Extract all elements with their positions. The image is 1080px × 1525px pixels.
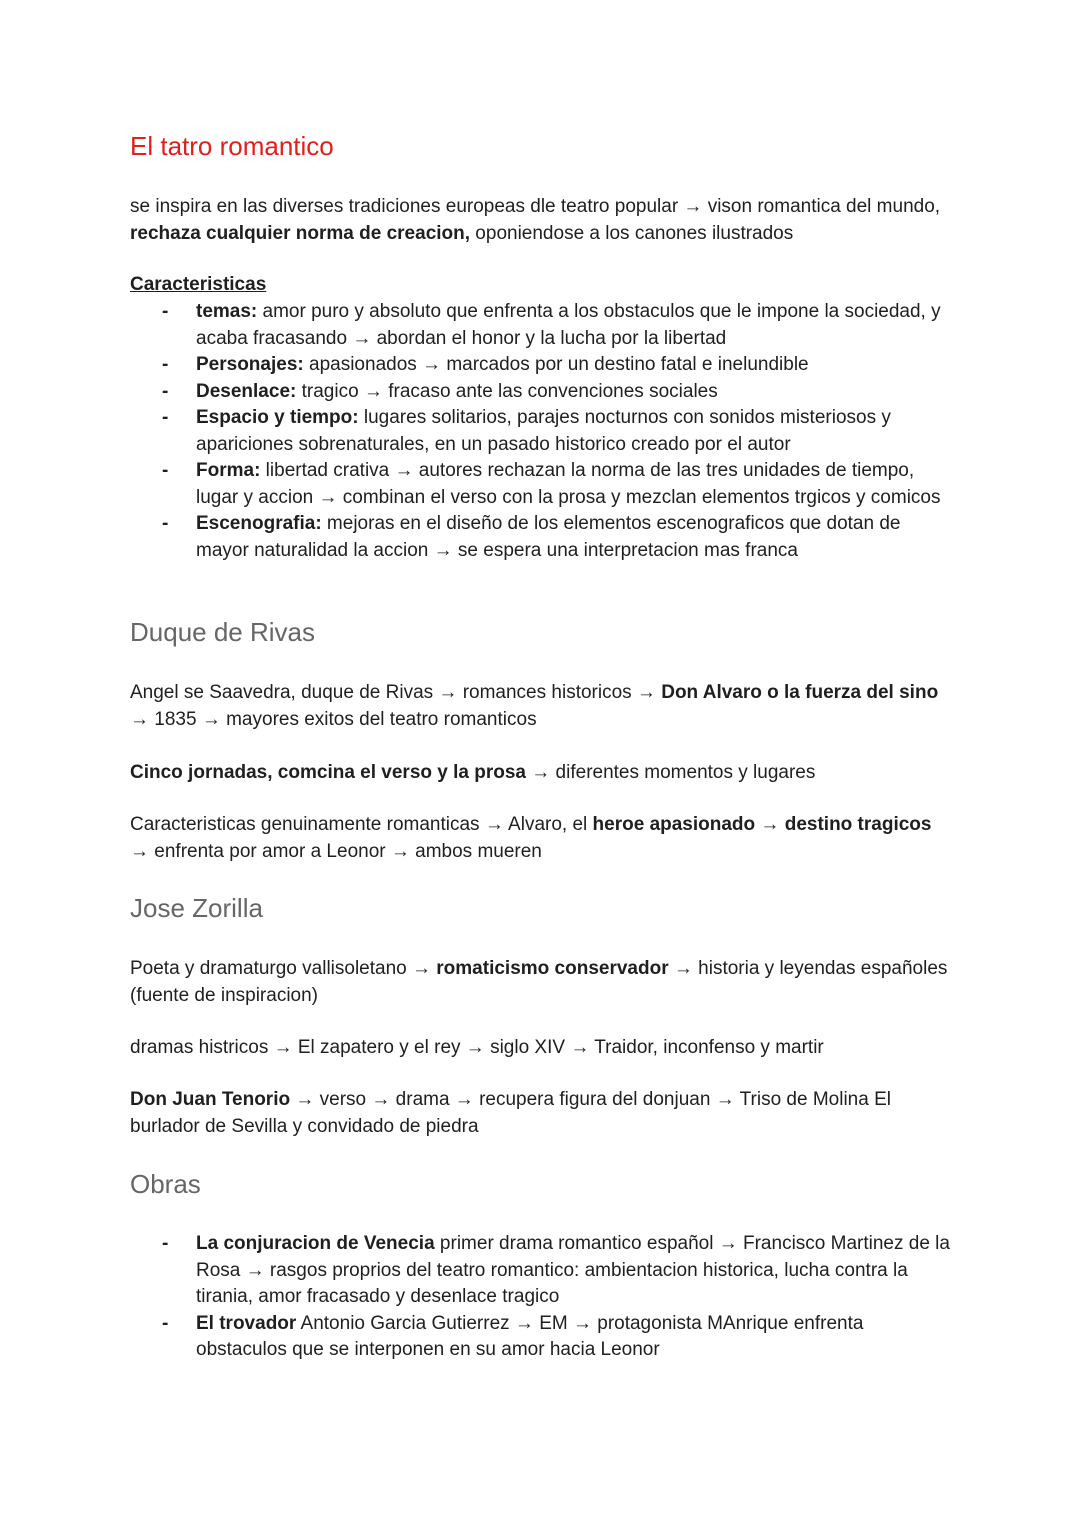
dash-bullet: - [162, 1233, 169, 1254]
obras-list [130, 1231, 950, 1364]
item-label: Espacio y tiempo: [196, 407, 359, 428]
rivas-p3-bold: heroe apasionado [592, 814, 756, 835]
zorilla-paragraph-3 [130, 1087, 950, 1140]
obras-heading: Obras [130, 1169, 201, 1199]
intro-text-end: oponiendose a los canones ilustrados [470, 222, 794, 244]
zorilla-heading: Jose Zorilla [130, 893, 263, 923]
item-label: Forma: [196, 460, 261, 481]
dash-bullet: - [162, 513, 169, 534]
rivas-paragraph-2 [130, 760, 950, 787]
item-text: libertad crativa → autores rechazan la norma de las tres unidades de tiempo, lugar y accion → combinan el verso con la prosa y mezclan elementos trgicos y comicos [196, 460, 941, 508]
intro-bold: rechaza cualquier norma de creacion, [130, 222, 471, 244]
zorilla-p1-text-end: → historia y leyendas españoles (fuente de inspiracion) [130, 958, 948, 1006]
rivas-paragraph-1 [130, 680, 950, 733]
list-item [130, 1231, 950, 1311]
intro-text: se inspira en las diverses tradiciones europeas dle teatro popular → vison romantica del mundo, [130, 196, 941, 217]
zorilla-p3-bold: Don Juan Tenorio [130, 1089, 291, 1110]
item-text: lugares solitarios, parajes nocturnos con sonidos misteriosos y apariciones sobrenaturales, en un pasado historico creado por el autor [196, 407, 891, 455]
rivas-p3-text: Caracteristicas genuinamente romanticas → Alvaro, el [130, 814, 593, 835]
dash-bullet: - [162, 301, 169, 322]
item-text: apasionados → marcados por un destino fatal e inelundible [303, 354, 809, 375]
item-label: temas: [196, 301, 258, 322]
list-item [130, 379, 950, 406]
document-title: El tatro romantico [130, 131, 334, 161]
caracteristicas-list [130, 299, 950, 564]
dash-bullet: - [162, 407, 169, 428]
rivas-p1-text: Angel se Saavedra, duque de Rivas → romances historicos → [130, 682, 662, 703]
zorilla-paragraph-1 [130, 956, 950, 1009]
item-text: primer drama romantico español → Francisco Martinez de la Rosa → rasgos proprios del teatro romantico: ambientacion historica, lucha contra la tirania, amor fracasado y desenlace tragico [196, 1233, 950, 1307]
rivas-heading: Duque de Rivas [130, 617, 315, 647]
dash-bullet: - [162, 460, 169, 481]
item-text: amor puro y absoluto que enfrenta a los obstaculos que le impone la sociedad, y acaba fracasando → abordan el honor y la lucha por la libertad [196, 301, 941, 349]
zorilla-p3-text: → verso → drama → recupera figura del donjuan → Triso de Molina El burlador de Sevilla y convidado de piedra [130, 1089, 891, 1137]
rivas-p3-bold-2: destino tragicos [784, 814, 932, 835]
rivas-p1-text-end: → 1835 → mayores exitos del teatro romanticos [130, 708, 537, 730]
list-item [130, 1311, 950, 1364]
dash-bullet: - [162, 354, 169, 375]
intro-paragraph [130, 194, 950, 247]
caracteristicas-heading: Caracteristicas [130, 274, 267, 295]
dash-bullet: - [162, 380, 169, 402]
rivas-p3-text-end: → enfrenta por amor a Leonor → ambos mueren [130, 840, 542, 862]
dash-bullet: - [162, 1312, 169, 1334]
list-item [130, 352, 950, 379]
zorilla-p1-bold: romaticismo conservador [436, 958, 669, 979]
zorilla-p1-text: Poeta y dramaturgo vallisoletano → [130, 958, 437, 979]
item-label: Personajes: [196, 354, 304, 375]
item-label: La conjuracion de Venecia [196, 1233, 435, 1254]
rivas-p2-bold: Cinco jornadas, comcina el verso y la prosa [130, 762, 526, 783]
list-item [130, 405, 950, 458]
rivas-p1-bold: Don Alvaro o la fuerza del sino [661, 682, 939, 703]
item-text: Antonio Garcia Gutierrez → EM → protagonista MAnrique enfrenta obstaculos que se interponen en su amor hacia Leonor [196, 1312, 864, 1360]
list-item [130, 511, 950, 564]
rivas-paragraph-3 [130, 812, 950, 865]
list-item [130, 458, 950, 511]
item-text: mejoras en el diseño de los elementos escenograficos que dotan de mayor naturalidad la accion → se espera una interpretacion mas franca [196, 513, 901, 561]
item-label: El trovador [196, 1312, 297, 1334]
list-item [130, 299, 950, 352]
item-label: Escenografia: [196, 513, 322, 534]
item-label: Desenlace: [196, 380, 297, 402]
rivas-p3-arrow: → [755, 814, 785, 835]
rivas-p2-text: → diferentes momentos y lugares [526, 762, 816, 783]
zorilla-paragraph-2: dramas histricos → El zapatero y el rey → siglo XIV → Traidor, inconfenso y martir [130, 1037, 824, 1058]
item-text: tragico → fracaso ante las convenciones sociales [296, 380, 718, 402]
